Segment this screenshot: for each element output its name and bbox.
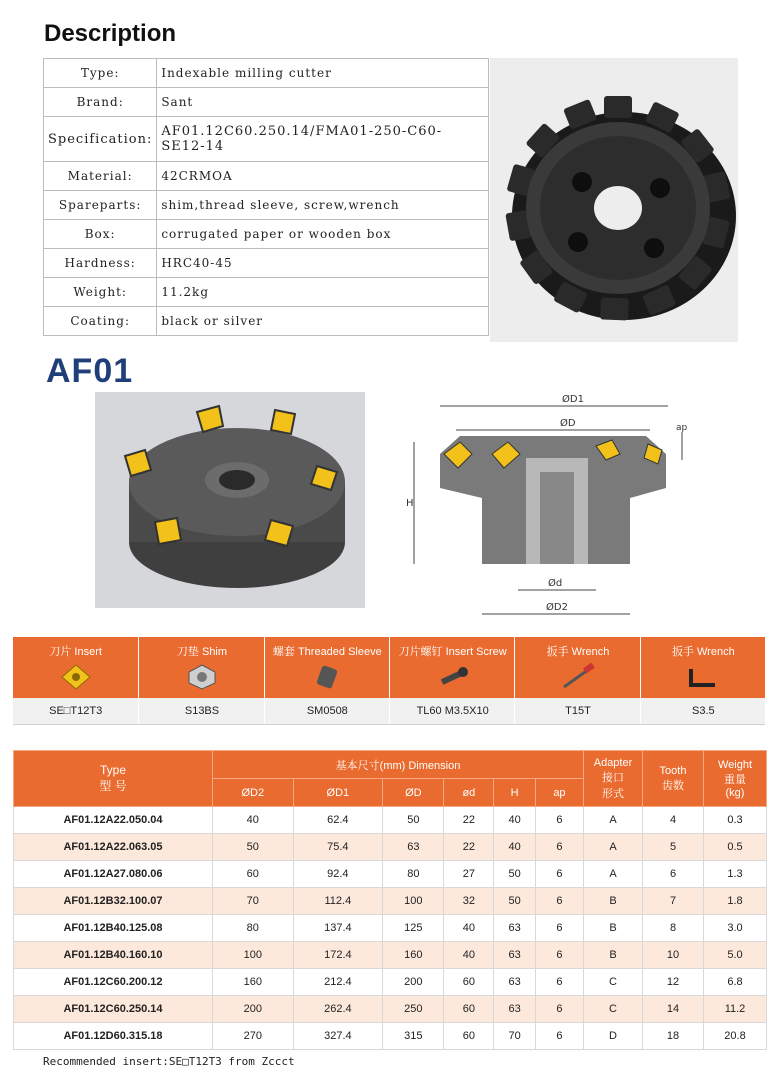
table-cell: 63 <box>494 969 536 996</box>
model-code-cell: AF01.12C60.250.14 <box>14 996 213 1023</box>
type-header-cn: 型 号 <box>99 779 127 793</box>
part-label: 扳手 Wrench <box>671 646 735 658</box>
table-cell: 50 <box>213 834 294 861</box>
table-cell: 6 <box>535 969 583 996</box>
table-cell: 0.3 <box>704 807 767 834</box>
part-value: TL60 M3.5X10 <box>416 705 489 717</box>
table-cell: 8 <box>643 915 704 942</box>
weight-header-unit: (kg) <box>725 786 745 799</box>
model-code-cell: AF01.12B32.100.07 <box>14 888 213 915</box>
table-cell: 3.0 <box>704 915 767 942</box>
table-cell: 112.4 <box>293 888 383 915</box>
adapter-header-cn1: 接口 <box>602 771 624 784</box>
table-row <box>14 996 767 1023</box>
part-label: 螺套 Threaded Sleeve <box>272 646 382 658</box>
table-cell: 92.4 <box>293 861 383 888</box>
table-cell: 172.4 <box>293 942 383 969</box>
table-cell: 200 <box>383 969 444 996</box>
table-row <box>14 888 767 915</box>
table-cell: 27 <box>444 861 494 888</box>
table-cell: 137.4 <box>293 915 383 942</box>
dimension-header: 基本尺寸(mm) Dimension <box>213 751 584 779</box>
table-row <box>14 807 767 834</box>
spec-row <box>44 307 489 336</box>
table-cell: 63 <box>494 996 536 1023</box>
spec-key: Spareparts: <box>44 191 157 220</box>
table-cell: B <box>584 888 643 915</box>
spec-value: 11.2kg <box>157 278 489 307</box>
tooth-header-cn: 齿数 <box>662 779 684 792</box>
spec-key: Hardness: <box>44 249 157 278</box>
spec-row <box>44 162 489 191</box>
table-cell: 100 <box>383 888 444 915</box>
table-cell: 6 <box>535 834 583 861</box>
table-cell: 60 <box>444 1023 494 1050</box>
spec-row <box>44 59 489 88</box>
table-row <box>14 969 767 996</box>
tooth-header <box>643 751 704 807</box>
label-d2: ØD2 <box>546 602 568 613</box>
screw-icon <box>433 663 473 691</box>
table-cell: 40 <box>213 807 294 834</box>
spare-parts-strip <box>13 637 765 724</box>
spec-value: Indexable milling cutter <box>157 59 489 88</box>
table-cell: 125 <box>383 915 444 942</box>
weight-header-cn: 重量 <box>724 773 746 786</box>
table-cell: 6 <box>643 861 704 888</box>
table-cell: 10 <box>643 942 704 969</box>
table-row <box>14 915 767 942</box>
table-cell: A <box>584 834 643 861</box>
table-cell: 80 <box>383 861 444 888</box>
table-cell: 5.0 <box>704 942 767 969</box>
recommended-insert-note: Recommended insert:SE□T12T3 from Zccct <box>43 1055 295 1068</box>
table-cell: 6 <box>535 1023 583 1050</box>
description-table <box>43 58 489 336</box>
table-cell: 60 <box>444 969 494 996</box>
weight-header-en: Weight <box>717 758 753 771</box>
dim-col-header: ØD1 <box>293 779 383 807</box>
model-title: AF01 <box>46 352 134 390</box>
table-row <box>14 861 767 888</box>
torx-wrench-icon <box>558 663 598 691</box>
table-cell: 50 <box>494 861 536 888</box>
dim-col-header: ap <box>535 779 583 807</box>
model-code-cell: AF01.12A22.050.04 <box>14 807 213 834</box>
table-cell: 6.8 <box>704 969 767 996</box>
spec-row <box>44 220 489 249</box>
spec-row <box>44 191 489 220</box>
spec-key: Brand: <box>44 88 157 117</box>
dim-col-header: ØD2 <box>213 779 294 807</box>
dim-col-header: ØD <box>383 779 444 807</box>
table-cell: 6 <box>535 807 583 834</box>
table-cell: 40 <box>444 942 494 969</box>
table-cell: 12 <box>643 969 704 996</box>
table-cell: 63 <box>383 834 444 861</box>
table-cell: 40 <box>444 915 494 942</box>
table-cell: C <box>584 969 643 996</box>
table-cell: 6 <box>535 915 583 942</box>
table-cell: 62.4 <box>293 807 383 834</box>
table-cell: 6 <box>535 996 583 1023</box>
hex-key-icon <box>683 663 723 691</box>
table-row <box>14 1023 767 1050</box>
table-cell: 70 <box>213 888 294 915</box>
table-cell: 6 <box>535 888 583 915</box>
shim-icon <box>182 663 222 691</box>
table-cell: 1.3 <box>704 861 767 888</box>
table-cell: 1.8 <box>704 888 767 915</box>
table-cell: 18 <box>643 1023 704 1050</box>
model-code-cell: AF01.12D60.315.18 <box>14 1023 213 1050</box>
table-cell: 11.2 <box>704 996 767 1023</box>
spec-value: Sant <box>157 88 489 117</box>
spec-key: Box: <box>44 220 157 249</box>
table-cell: D <box>584 1023 643 1050</box>
table-cell: 160 <box>383 942 444 969</box>
spec-value: 42CRMOA <box>157 162 489 191</box>
adapter-header-en: Adapter <box>593 756 633 769</box>
spec-value: HRC40-45 <box>157 249 489 278</box>
table-cell: 20.8 <box>704 1023 767 1050</box>
table-cell: 262.4 <box>293 996 383 1023</box>
sleeve-icon <box>307 663 347 691</box>
table-cell: 40 <box>494 834 536 861</box>
table-cell: A <box>584 861 643 888</box>
table-cell: 75.4 <box>293 834 383 861</box>
label-ap: ap <box>676 423 688 433</box>
label-d1: ØD1 <box>562 394 584 405</box>
spec-value: AF01.12C60.250.14/FMA01-250-C60-SE12-14 <box>157 117 489 162</box>
part-column <box>389 637 515 724</box>
table-cell: 40 <box>494 807 536 834</box>
cutter-technical-drawing <box>400 388 700 618</box>
label-d-small: Ød <box>548 578 563 589</box>
part-column <box>138 637 264 724</box>
table-cell: 100 <box>213 942 294 969</box>
adapter-header-cn2: 形式 <box>602 787 624 800</box>
dim-col-header: ød <box>444 779 494 807</box>
part-label: 刀垫 Shim <box>176 646 228 658</box>
weight-header <box>704 751 767 807</box>
table-cell: 212.4 <box>293 969 383 996</box>
table-cell: B <box>584 942 643 969</box>
spec-value: black or silver <box>157 307 489 336</box>
table-cell: 4 <box>643 807 704 834</box>
table-cell: 60 <box>444 996 494 1023</box>
section-title-description: Description <box>44 20 177 47</box>
table-cell: 5 <box>643 834 704 861</box>
part-column <box>13 637 138 724</box>
model-code-cell: AF01.12B40.160.10 <box>14 942 213 969</box>
table-cell: C <box>584 996 643 1023</box>
table-cell: 63 <box>494 942 536 969</box>
spec-row <box>44 117 489 162</box>
insert-icon <box>56 663 96 691</box>
table-cell: 7 <box>643 888 704 915</box>
table-cell: 80 <box>213 915 294 942</box>
tooth-header-en: Tooth <box>659 764 687 777</box>
product-photo <box>490 58 738 342</box>
table-cell: 60 <box>213 861 294 888</box>
spec-row <box>44 278 489 307</box>
spec-row <box>44 249 489 278</box>
part-value: SE□T12T3 <box>49 705 103 717</box>
table-cell: 14 <box>643 996 704 1023</box>
part-column <box>640 637 766 724</box>
part-value: S13BS <box>184 705 220 717</box>
table-cell: 50 <box>383 807 444 834</box>
spec-key: Specification: <box>44 117 157 162</box>
table-cell: B <box>584 915 643 942</box>
part-column <box>264 637 390 724</box>
table-cell: 6 <box>535 942 583 969</box>
table-cell: 160 <box>213 969 294 996</box>
part-column <box>514 637 640 724</box>
part-label: 扳手 Wrench <box>546 646 610 658</box>
part-label: 刀片螺钉 Insert Screw <box>398 646 507 658</box>
spec-key: Material: <box>44 162 157 191</box>
table-cell: 200 <box>213 996 294 1023</box>
table-cell: 22 <box>444 807 494 834</box>
dim-col-header: H <box>494 779 536 807</box>
table-cell: 63 <box>494 915 536 942</box>
label-h: H <box>406 498 414 509</box>
spec-key: Type: <box>44 59 157 88</box>
table-cell: 250 <box>383 996 444 1023</box>
table-row <box>14 942 767 969</box>
cutter-3d-render <box>95 392 365 608</box>
spec-key: Coating: <box>44 307 157 336</box>
adapter-header <box>584 751 643 807</box>
table-cell: 0.5 <box>704 834 767 861</box>
table-cell: 6 <box>535 861 583 888</box>
type-header <box>14 751 213 807</box>
table-cell: 32 <box>444 888 494 915</box>
spec-value: corrugated paper or wooden box <box>157 220 489 249</box>
table-row <box>14 834 767 861</box>
table-cell: 327.4 <box>293 1023 383 1050</box>
table-cell: 50 <box>494 888 536 915</box>
label-d: ØD <box>560 418 576 429</box>
dimension-table <box>13 750 767 1050</box>
table-cell: A <box>584 807 643 834</box>
spec-value: shim,thread sleeve, screw,wrench <box>157 191 489 220</box>
type-header-en: Type <box>99 763 126 777</box>
part-value: S3.5 <box>692 705 715 717</box>
part-label: 刀片 Insert <box>49 646 102 658</box>
part-value: T15T <box>565 705 591 717</box>
model-code-cell: AF01.12B40.125.08 <box>14 915 213 942</box>
table-cell: 315 <box>383 1023 444 1050</box>
part-value: SM0508 <box>306 705 348 717</box>
model-code-cell: AF01.12A22.063.05 <box>14 834 213 861</box>
table-cell: 70 <box>494 1023 536 1050</box>
model-code-cell: AF01.12A27.080.06 <box>14 861 213 888</box>
spec-key: Weight: <box>44 278 157 307</box>
table-cell: 22 <box>444 834 494 861</box>
spec-row <box>44 88 489 117</box>
table-cell: 270 <box>213 1023 294 1050</box>
model-code-cell: AF01.12C60.200.12 <box>14 969 213 996</box>
